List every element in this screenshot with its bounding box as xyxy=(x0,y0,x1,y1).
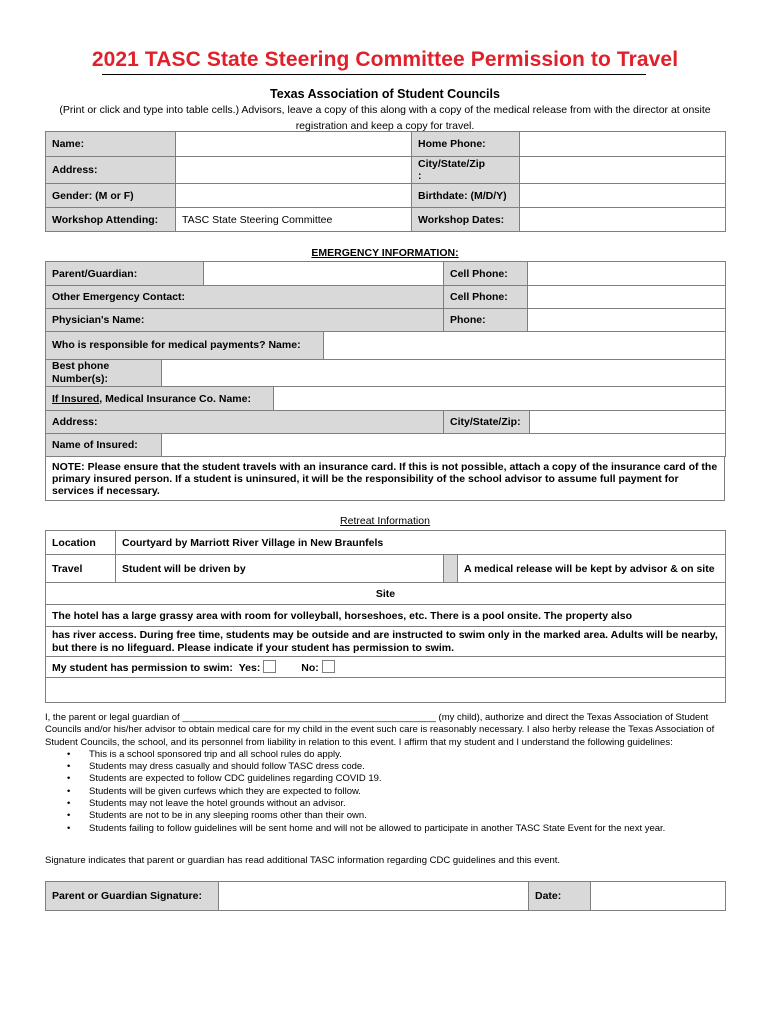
medical-release-text: A medical release will be kept by advisor & on site xyxy=(458,555,726,583)
site-heading: Site xyxy=(46,583,726,605)
responsible-label: Who is responsible for medical payments? Name: xyxy=(46,332,324,360)
guideline-item: • Students may dress casually and should follow TASC dress code. xyxy=(89,761,727,773)
date-label: Date: xyxy=(529,882,591,911)
other-contact-label: Other Emergency Contact: xyxy=(46,286,444,309)
home-phone-label: Home Phone: xyxy=(412,132,520,157)
insurance-label xyxy=(46,387,274,411)
signature-table xyxy=(45,881,726,911)
cell-phone-label: Cell Phone: xyxy=(444,262,528,286)
insurance-note: NOTE: Please ensure that the student travels with an insurance card. If this is not possible, attach a copy of the insurance card of the primary insured person. If a student is uninsured, it will be the responsibility of the school advisor to assume full payment for services if necessary. xyxy=(46,457,725,501)
guideline-item: • Students are not to be in any sleeping rooms other than their own. xyxy=(89,810,727,822)
swim-notes-field[interactable] xyxy=(46,678,726,703)
guideline-item: • Students may not leave the hotel grounds without an advisor. xyxy=(89,798,727,810)
workshop-dates-label: Workshop Dates: xyxy=(412,208,520,232)
insurance-field[interactable] xyxy=(274,387,726,411)
guideline-item: • Students failing to follow guidelines will be sent home and will not be allowed to participate in another TASC State Event for the next year. xyxy=(89,823,727,835)
name-label: Name: xyxy=(46,132,176,157)
parent-guardian-field[interactable] xyxy=(204,262,444,286)
best-phone-table xyxy=(45,359,726,387)
physician-label: Physician's Name: xyxy=(46,309,444,332)
travel-divider-cell xyxy=(444,555,458,583)
workshop-dates-field[interactable] xyxy=(520,208,726,232)
consent-section xyxy=(45,712,727,835)
cell-phone-field[interactable] xyxy=(528,262,726,286)
emergency-table xyxy=(45,261,726,332)
retreat-heading: Retreat Information xyxy=(340,515,430,527)
best-phone-field[interactable] xyxy=(162,360,726,387)
signature-note: Signature indicates that parent or guardian has read additional TASC information regarding CDC guidelines and this event. xyxy=(45,855,561,866)
cell-phone-field-2[interactable] xyxy=(528,286,726,309)
if-insured-text: If Insured xyxy=(52,392,100,405)
workshop-attending-field[interactable]: TASC State Steering Committee xyxy=(176,208,412,232)
workshop-attending-label: Workshop Attending: xyxy=(46,208,176,232)
yes-checkbox[interactable] xyxy=(263,660,276,673)
physician-phone-field[interactable] xyxy=(528,309,726,332)
insurance-address-label: Address: xyxy=(46,411,444,434)
signature-field[interactable] xyxy=(219,882,529,911)
emergency-heading: EMERGENCY INFORMATION: xyxy=(311,247,459,259)
medical-payment-table xyxy=(45,331,726,360)
signature-label: Parent or Guardian Signature: xyxy=(46,882,219,911)
guidelines-list xyxy=(45,749,727,835)
insurance-note-table xyxy=(45,456,725,501)
insurance-city-field[interactable] xyxy=(530,411,726,434)
form-subtitle: Texas Association of Student Councils xyxy=(270,87,500,101)
name-insured-table xyxy=(45,433,726,457)
insurance-city-label: City/State/Zip: xyxy=(444,411,530,434)
address-label: Address: xyxy=(46,157,176,184)
swim-permission-row xyxy=(46,657,726,678)
birthdate-label: Birthdate: (M/D/Y) xyxy=(412,184,520,208)
consent-text: I, the parent or legal guardian of ________________________________________________ (my child), authorize and direct the Texas Association of Student Councils and/or his/her advisor to obtain medical care for my child in the event such care is reasonably necessary. I also herby release the Texas Association of Student Councils, the school, and its personnel from liability in relation to this event. I affirm that my student and I understand the following guidelines: xyxy=(45,712,715,748)
cell-phone-label-2: Cell Phone: xyxy=(444,286,528,309)
guideline-item: • Students are expected to follow CDC guidelines regarding COVID 19. xyxy=(89,773,727,785)
location-value: Courtyard by Marriott River Village in New Braunfels xyxy=(116,531,726,555)
site-description-1: The hotel has a large grassy area with room for volleyball, horseshoes, etc. There is a pool onsite. The property also xyxy=(46,605,726,627)
gender-label: Gender: (M or F) xyxy=(46,184,176,208)
location-label: Location xyxy=(46,531,116,555)
instructions-text: (Print or click and type into table cells.) Advisors, leave a copy of this along with a copy of the medical release from with the director at onsite registration and keep a copy for travel. xyxy=(59,104,711,132)
guideline-item: • This is a school sponsored trip and all school rules do apply. xyxy=(89,749,727,761)
title-underline xyxy=(102,74,646,75)
date-field[interactable] xyxy=(591,882,726,911)
student-info-table xyxy=(45,131,726,232)
physician-phone-label: Phone: xyxy=(444,309,528,332)
no-label: No: xyxy=(301,662,319,674)
city-state-zip-label: City/State/Zip : xyxy=(412,157,520,184)
no-checkbox[interactable] xyxy=(322,660,335,673)
site-description-2: has river access. During free time, students may be outside and are instructed to swim only in the marked area. Adults will be nearby, but there is no lifeguard. Please indicate if your student has permission to swim. xyxy=(46,627,726,657)
retreat-table xyxy=(45,530,726,703)
name-insured-label: Name of Insured: xyxy=(46,434,162,457)
responsible-field[interactable] xyxy=(324,332,726,360)
home-phone-field[interactable] xyxy=(520,132,726,157)
travel-label: Travel xyxy=(46,555,116,583)
city-state-zip-field[interactable] xyxy=(520,157,726,184)
swim-permission-label: My student has permission to swim: xyxy=(52,662,233,674)
birthdate-field[interactable] xyxy=(520,184,726,208)
name-field[interactable] xyxy=(176,132,412,157)
travel-value[interactable]: Student will be driven by xyxy=(116,555,444,583)
parent-guardian-label: Parent/Guardian: xyxy=(46,262,204,286)
guideline-item: • Students will be given curfews which they are expected to follow. xyxy=(89,786,727,798)
best-phone-label: Best phone Number(s): xyxy=(46,360,162,387)
gender-field[interactable] xyxy=(176,184,412,208)
address-field[interactable] xyxy=(176,157,412,184)
name-insured-field[interactable] xyxy=(162,434,726,457)
insurance-label-rest: , Medical Insurance Co. Name: xyxy=(99,392,251,405)
form-title: 2021 TASC State Steering Committee Permission to Travel xyxy=(91,48,679,71)
insurance-address-table xyxy=(45,410,726,434)
yes-label: Yes: xyxy=(238,662,261,674)
insurance-table xyxy=(45,386,726,411)
